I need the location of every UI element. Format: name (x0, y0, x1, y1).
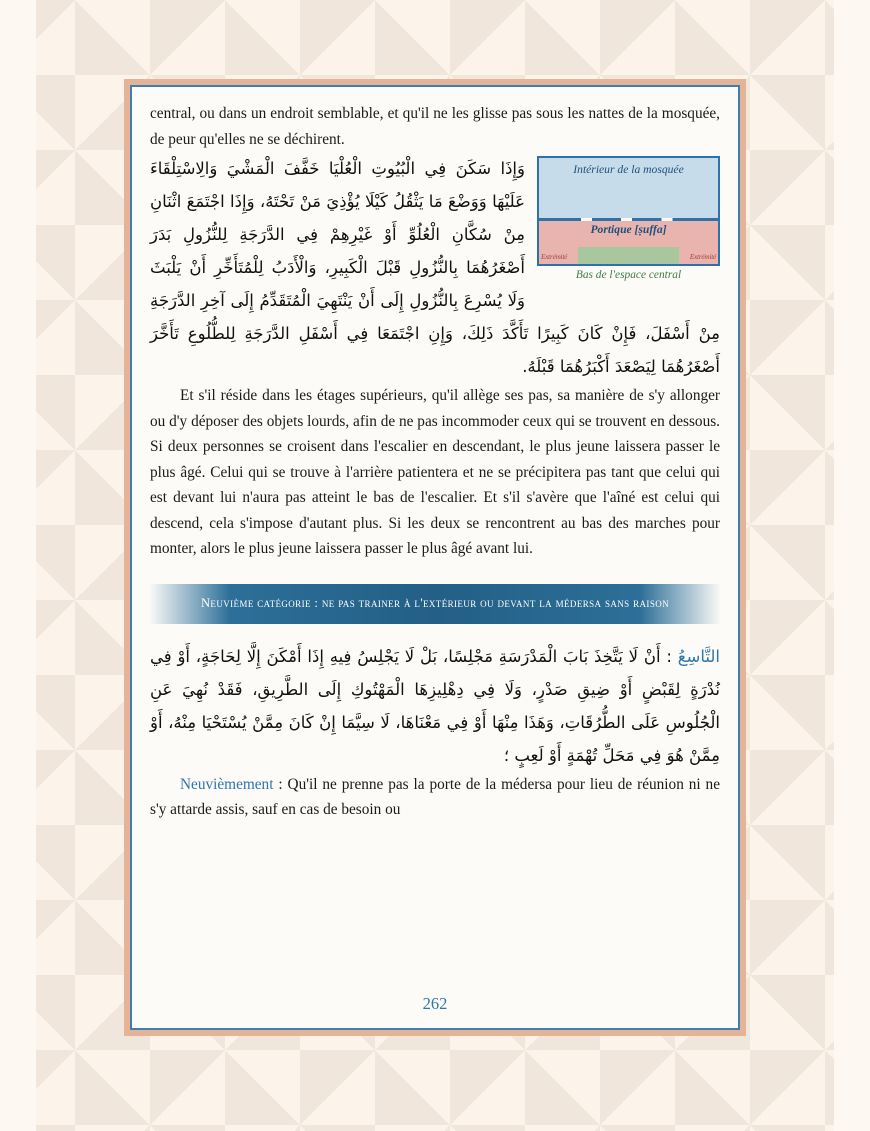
french-paragraph-2-lead: Neuvièmement (180, 775, 274, 793)
figure-portico-label: Portique [ṣuffa] (590, 223, 667, 236)
page-content (132, 87, 738, 1028)
figure-central-space (578, 247, 678, 264)
french-paragraph-2 (150, 772, 720, 823)
arabic-paragraph-2-body: : أَنْ لَا يَتَّخِذَ بَابَ الْمَدْرَسَةِ مَجْلِسًا، بَلْ لَا يَجْلِسُ فِيهِ إِذَا أَمْكَنَ إِلَّا لِحَاجَةٍ، أَوْ فِي نُدْرَةٍ لِقَبْضٍ أَوْ ضِيقِ صَدْرٍ، وَلَا فِي دِهْلِيزِهَا الْمَهْتُوكِ إِلَى الطَّرِيقِ، فَقَدْ نُهِيَ عَنِ الْجُلُوسِ عَلَى الطُّرُقَاتِ، وَهَذَا مِنْهَا أَوْ فِي مَعْنَاهَا، لَا سِيَّمَا إِنْ كَانَ مِمَّنْ يُسْتَحْيَا مِنْهُ، أَوْ مِمَّنْ هُوَ فِي مَحَلِّ تُهْمَةٍ أَوْ لَعِبٍ ؛ (150, 646, 720, 765)
arabic-paragraph-2-lead: التَّاسِعُ (677, 646, 720, 666)
figure-interior-label: Intérieur de la mosquée (573, 163, 684, 176)
figure-extremity-right-label: Extrémité (689, 253, 716, 261)
page-inner-border (130, 85, 740, 1030)
top-paragraph: central, ou dans un endroit semblable, et qu'il ne les glisse pas sous les nattes de la mosquée, de peur qu'elles ne se déchirent. (150, 105, 720, 148)
figure-extremity-left-label: Extrémité (541, 253, 568, 261)
page-frame (124, 79, 746, 1036)
page-number: 262 (422, 994, 448, 1013)
page-margin-right (834, 0, 870, 1131)
figure-portico-area (537, 221, 720, 266)
french-paragraph-1: Et s'il réside dans les étages supérieurs, qu'il allège ses pas, sa manière de s'y allonger ou d'y déposer des objets lourds, afin de ne pas incommoder ceux qui se trouvent en dessous. Si deux personnes se croisent dans l'escalier en descendant, le plus jeune laissera passer le plus âgé. Celui qui se trouve à l'arrière patientera et ne se précipitera pas tant que celui qui est devant lui n'aura pas atteint le bas de l'escalier. Et s'il s'avère que l'aîné est celui qui descend, cela s'impose d'autant plus. Si les deux se rencontrent au bas des marches pour monter, alors le plus jeune laissera passer le plus âgé avant lui. (150, 387, 720, 557)
arabic-paragraph-1: وَإِذَا سَكَنَ فِي الْبُيُوتِ الْعُلْيَا خَفَّفَ الْمَشْيَ وَالِاسْتِلْقَاءَ عَلَيْهَا وَوَضْعَ مَا يَثْقُلُ كَيْلَا يُؤْذِيَ مَنْ تَحْتَهُ، وَإِذَا اجْتَمَعَ اثْنَانِ مِنْ سُكَّانِ الْعُلُوِّ أَوْ غَيْرِهِمْ فِي الدَّرَجَةِ لِلنُّزُولِ بَدَرَ أَصْغَرُهُمَا بِالنُّزُولِ قَبْلَ الْكَبِيرِ، وَالْأَدَبُ لِلْمُتَأَخِّرِ أَنْ يَلْبَثَ وَلَا يُسْرِعَ بِالنُّزُولِ إِلَى أَنْ يَنْتَهِيَ الْمُتَقَدِّمُ إِلَى آخِرِ الدَّرَجَةِ مِنْ أَسْفَلَ، فَإِنْ كَانَ كَبِيرًا تَأَكَّدَ ذَلِكَ، وَإِنِ اجْتَمَعَا فِي أَسْفَلِ الدَّرَجَةِ لِلطُّلُوعِ تَأَخَّرَ أَصْغَرُهُمَا لِيَصْعَدَ أَكْبَرُهُمَا قَبْلَهُ. (150, 159, 720, 376)
figure-caption: Bas de l'espace central (575, 269, 682, 281)
french-paragraph-2-body: : Qu'il ne prenne pas la porte de la médersa pour lieu de réunion ni ne s'y attarde assis, sauf en cas de besoin ou (150, 775, 720, 818)
mosque-plan-figure (537, 156, 720, 281)
section-banner (150, 584, 720, 624)
figure-interior-area (537, 156, 720, 218)
section-banner-title: Neuvième catégorie : ne pas trainer à l'extérieur ou devant la médersa sans raison (200, 596, 670, 610)
arabic-paragraph-2 (150, 640, 720, 772)
page-margin-left (0, 0, 36, 1131)
